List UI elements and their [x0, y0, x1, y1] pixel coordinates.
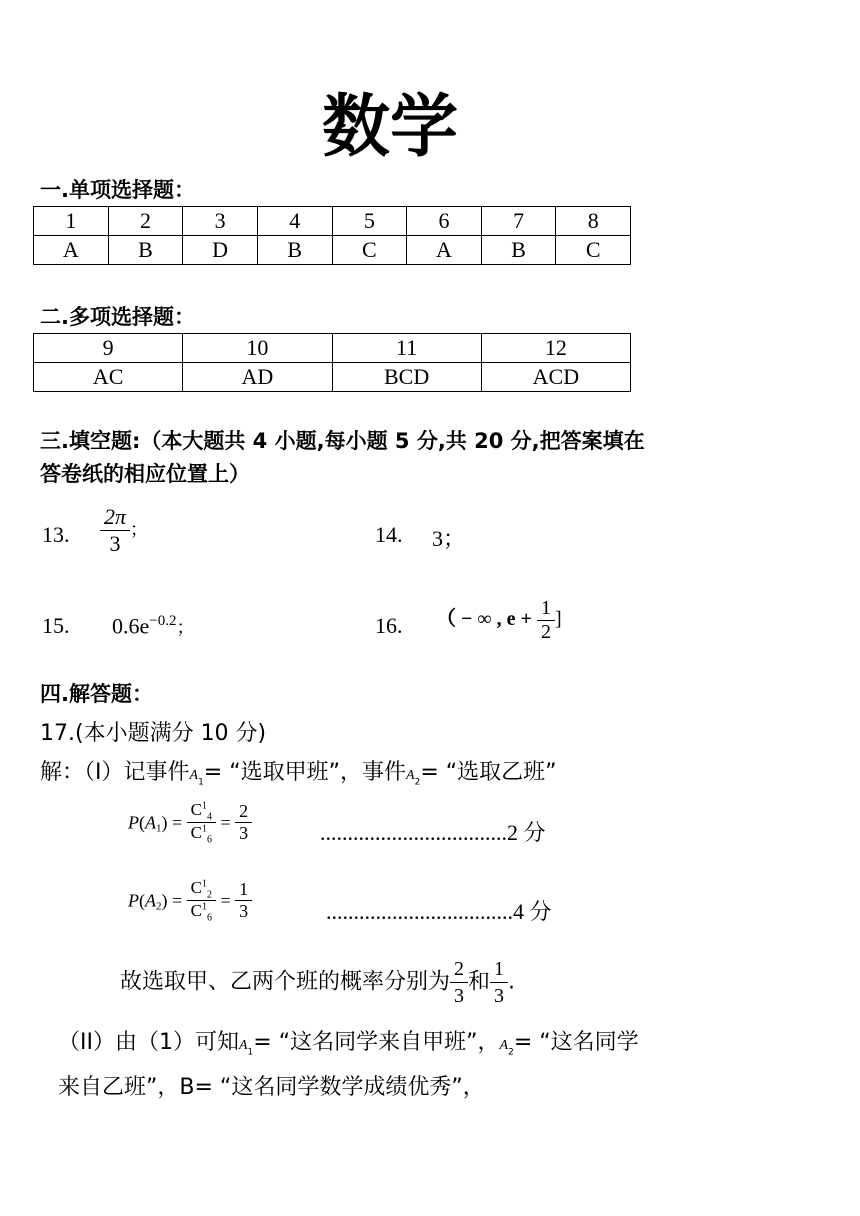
part2-a1-sub: 1 — [247, 1047, 254, 1058]
section3-heading-line2: 答卷纸的相应位置上） — [40, 462, 250, 486]
p-a1-denominator: 3 — [239, 823, 249, 844]
part2-a2: A — [499, 1038, 509, 1053]
q16-number: 16. — [375, 613, 403, 638]
q16-close: ] — [554, 608, 562, 631]
conclusion-frac2 — [490, 956, 508, 1009]
p-a2-c-bottom — [187, 901, 216, 923]
q13-answer — [100, 504, 148, 557]
answer-cell: C — [556, 236, 631, 265]
solution-mid-text: = “选取甲班”，事件 — [203, 760, 407, 785]
c-symbol: C — [190, 878, 202, 897]
section1-heading: 一.单项选择题： — [40, 178, 195, 202]
p-a2-c-top — [187, 878, 216, 901]
answer-cell: AD — [183, 363, 332, 392]
conclusion-and: 和 — [468, 969, 491, 995]
p-a2-denominator: 3 — [239, 901, 249, 922]
q13-fraction — [100, 504, 130, 557]
c-sub: 6 — [207, 912, 212, 924]
frac2-denominator: 3 — [494, 985, 505, 1007]
question-number: 8 — [556, 207, 631, 236]
q16-fraction — [537, 597, 555, 644]
question-number: 10 — [183, 334, 332, 363]
c-sub: 2 — [207, 889, 212, 901]
table-row — [34, 207, 631, 236]
q15-number: 15. — [42, 613, 70, 638]
p-a2-numerator: 1 — [235, 879, 252, 901]
q16-open: （ − ∞ , — [436, 608, 507, 631]
p-a2-score — [326, 895, 552, 926]
q13-suffix: ； — [130, 519, 149, 541]
frac2-numerator: 1 — [490, 956, 508, 983]
answer-cell: ACD — [481, 363, 630, 392]
event-a1: A — [189, 768, 199, 783]
q13-number: 13. — [42, 522, 70, 547]
solution-intro-text: 解：（I）记事件 — [40, 760, 190, 785]
solution-intro — [40, 756, 557, 799]
p-a2-value — [235, 879, 252, 922]
p-a1-numerator: 2 — [235, 801, 252, 823]
question-number: 4 — [257, 207, 332, 236]
answer-cell: B — [481, 236, 556, 265]
frac1-numerator: 2 — [450, 956, 468, 983]
conclusion-line — [120, 956, 515, 1009]
part2-text-a: （II）由（1）可知 — [58, 1030, 239, 1055]
p-a2-formula: $P(A_2)$ = $\frac{C^1_2}{C^1_6}$ = $\frac{1}{3}$ — [128, 878, 252, 924]
conclusion-text: 故选取甲、乙两个班的概率分别为 — [120, 969, 451, 995]
answer-cell: AC — [34, 363, 183, 392]
part2-text-b: = “这名同学来自甲班”， — [253, 1030, 500, 1055]
c-sub: 6 — [207, 834, 212, 846]
p-a1-label: P — [128, 812, 139, 833]
frac1-denominator: 3 — [454, 985, 465, 1007]
q15-answer — [112, 613, 194, 639]
q16-answer — [436, 597, 562, 644]
table-row — [34, 236, 631, 265]
section2-heading: 二.多项选择题： — [40, 305, 195, 329]
c-sup: 1 — [202, 800, 207, 812]
q13-numerator: 2π — [100, 504, 130, 531]
answer-cell: BCD — [332, 363, 481, 392]
question-number: 5 — [332, 207, 407, 236]
c-symbol: C — [190, 800, 202, 819]
part2-line1 — [58, 1026, 639, 1069]
conclusion-frac1 — [450, 956, 468, 1009]
answer-cell: C — [332, 236, 407, 265]
question-number: 9 — [34, 334, 183, 363]
p-a2-label: P — [128, 890, 139, 911]
page-title: 数学 — [321, 88, 458, 167]
p-a1-c-bottom — [187, 823, 216, 845]
p-a1-c-top — [187, 800, 216, 823]
question-number: 2 — [108, 207, 183, 236]
c-symbol: C — [190, 823, 202, 843]
question-number: 1 — [34, 207, 109, 236]
q14-number: 14. — [375, 522, 403, 547]
q17-title: 17.(本小题满分 10 分) — [40, 721, 267, 746]
event-a2-sub: 2 — [414, 777, 421, 788]
c-sub: 4 — [207, 811, 212, 823]
question-number: 11 — [332, 334, 481, 363]
p-a2-combination — [187, 878, 216, 924]
section3-heading-line1: 三.填空题:（本大题共 4 小题,每小题 5 分,共 20 分,把答案填在 — [40, 429, 645, 453]
table-row — [34, 334, 631, 363]
answer-cell: B — [257, 236, 332, 265]
score-text: ..................................2 分 — [320, 820, 546, 845]
solution-end-text: = “选取乙班” — [420, 760, 557, 785]
p-a1-combination — [187, 800, 216, 846]
part2-a2-sub: 2 — [508, 1047, 514, 1058]
answer-cell: A — [34, 236, 109, 265]
q15-suffix: ； — [176, 617, 195, 639]
q15-exponent: −0.2 — [149, 613, 177, 629]
answer-cell: B — [108, 236, 183, 265]
c-sup: 1 — [202, 878, 207, 890]
p-a1-value — [235, 801, 252, 844]
p-a1-score — [320, 816, 546, 847]
question-number: 7 — [481, 207, 556, 236]
section4-heading: 四.解答题： — [40, 682, 153, 706]
q16-denominator: 2 — [540, 621, 551, 643]
q14-answer: 3； — [432, 526, 466, 551]
answer-cell: A — [407, 236, 482, 265]
q13-denominator: 3 — [109, 531, 121, 556]
score-text: ..................................4 分 — [326, 899, 552, 924]
event-a2: A — [406, 768, 415, 783]
q16-numerator: 1 — [537, 597, 555, 621]
c-symbol: C — [190, 901, 202, 921]
question-number: 12 — [481, 334, 630, 363]
answer-cell: D — [183, 236, 258, 265]
table-row — [34, 363, 631, 392]
question-number: 3 — [183, 207, 258, 236]
part2-text-c: = “这名同学 — [513, 1030, 639, 1055]
single-choice-table — [33, 206, 631, 265]
question-number: 6 — [407, 207, 482, 236]
c-sup: 1 — [202, 823, 207, 835]
conclusion-period: . — [508, 969, 516, 995]
part2-a1: A — [238, 1038, 248, 1053]
p-a1-formula: $P(A_1)$ = $\frac{C^1_4}{C^1_6}$ = $\frac{2}{3}$ — [128, 800, 252, 846]
q16-plus: + — [515, 608, 537, 631]
q16-e: e — [506, 608, 516, 631]
q15-base: 0.6e — [112, 613, 150, 639]
c-sup: 1 — [202, 901, 207, 913]
part2-line2: 来自乙班”，B= “这名同学数学成绩优秀”， — [58, 1075, 485, 1100]
event-a1-sub: 1 — [198, 777, 204, 788]
multiple-choice-table — [33, 333, 631, 392]
